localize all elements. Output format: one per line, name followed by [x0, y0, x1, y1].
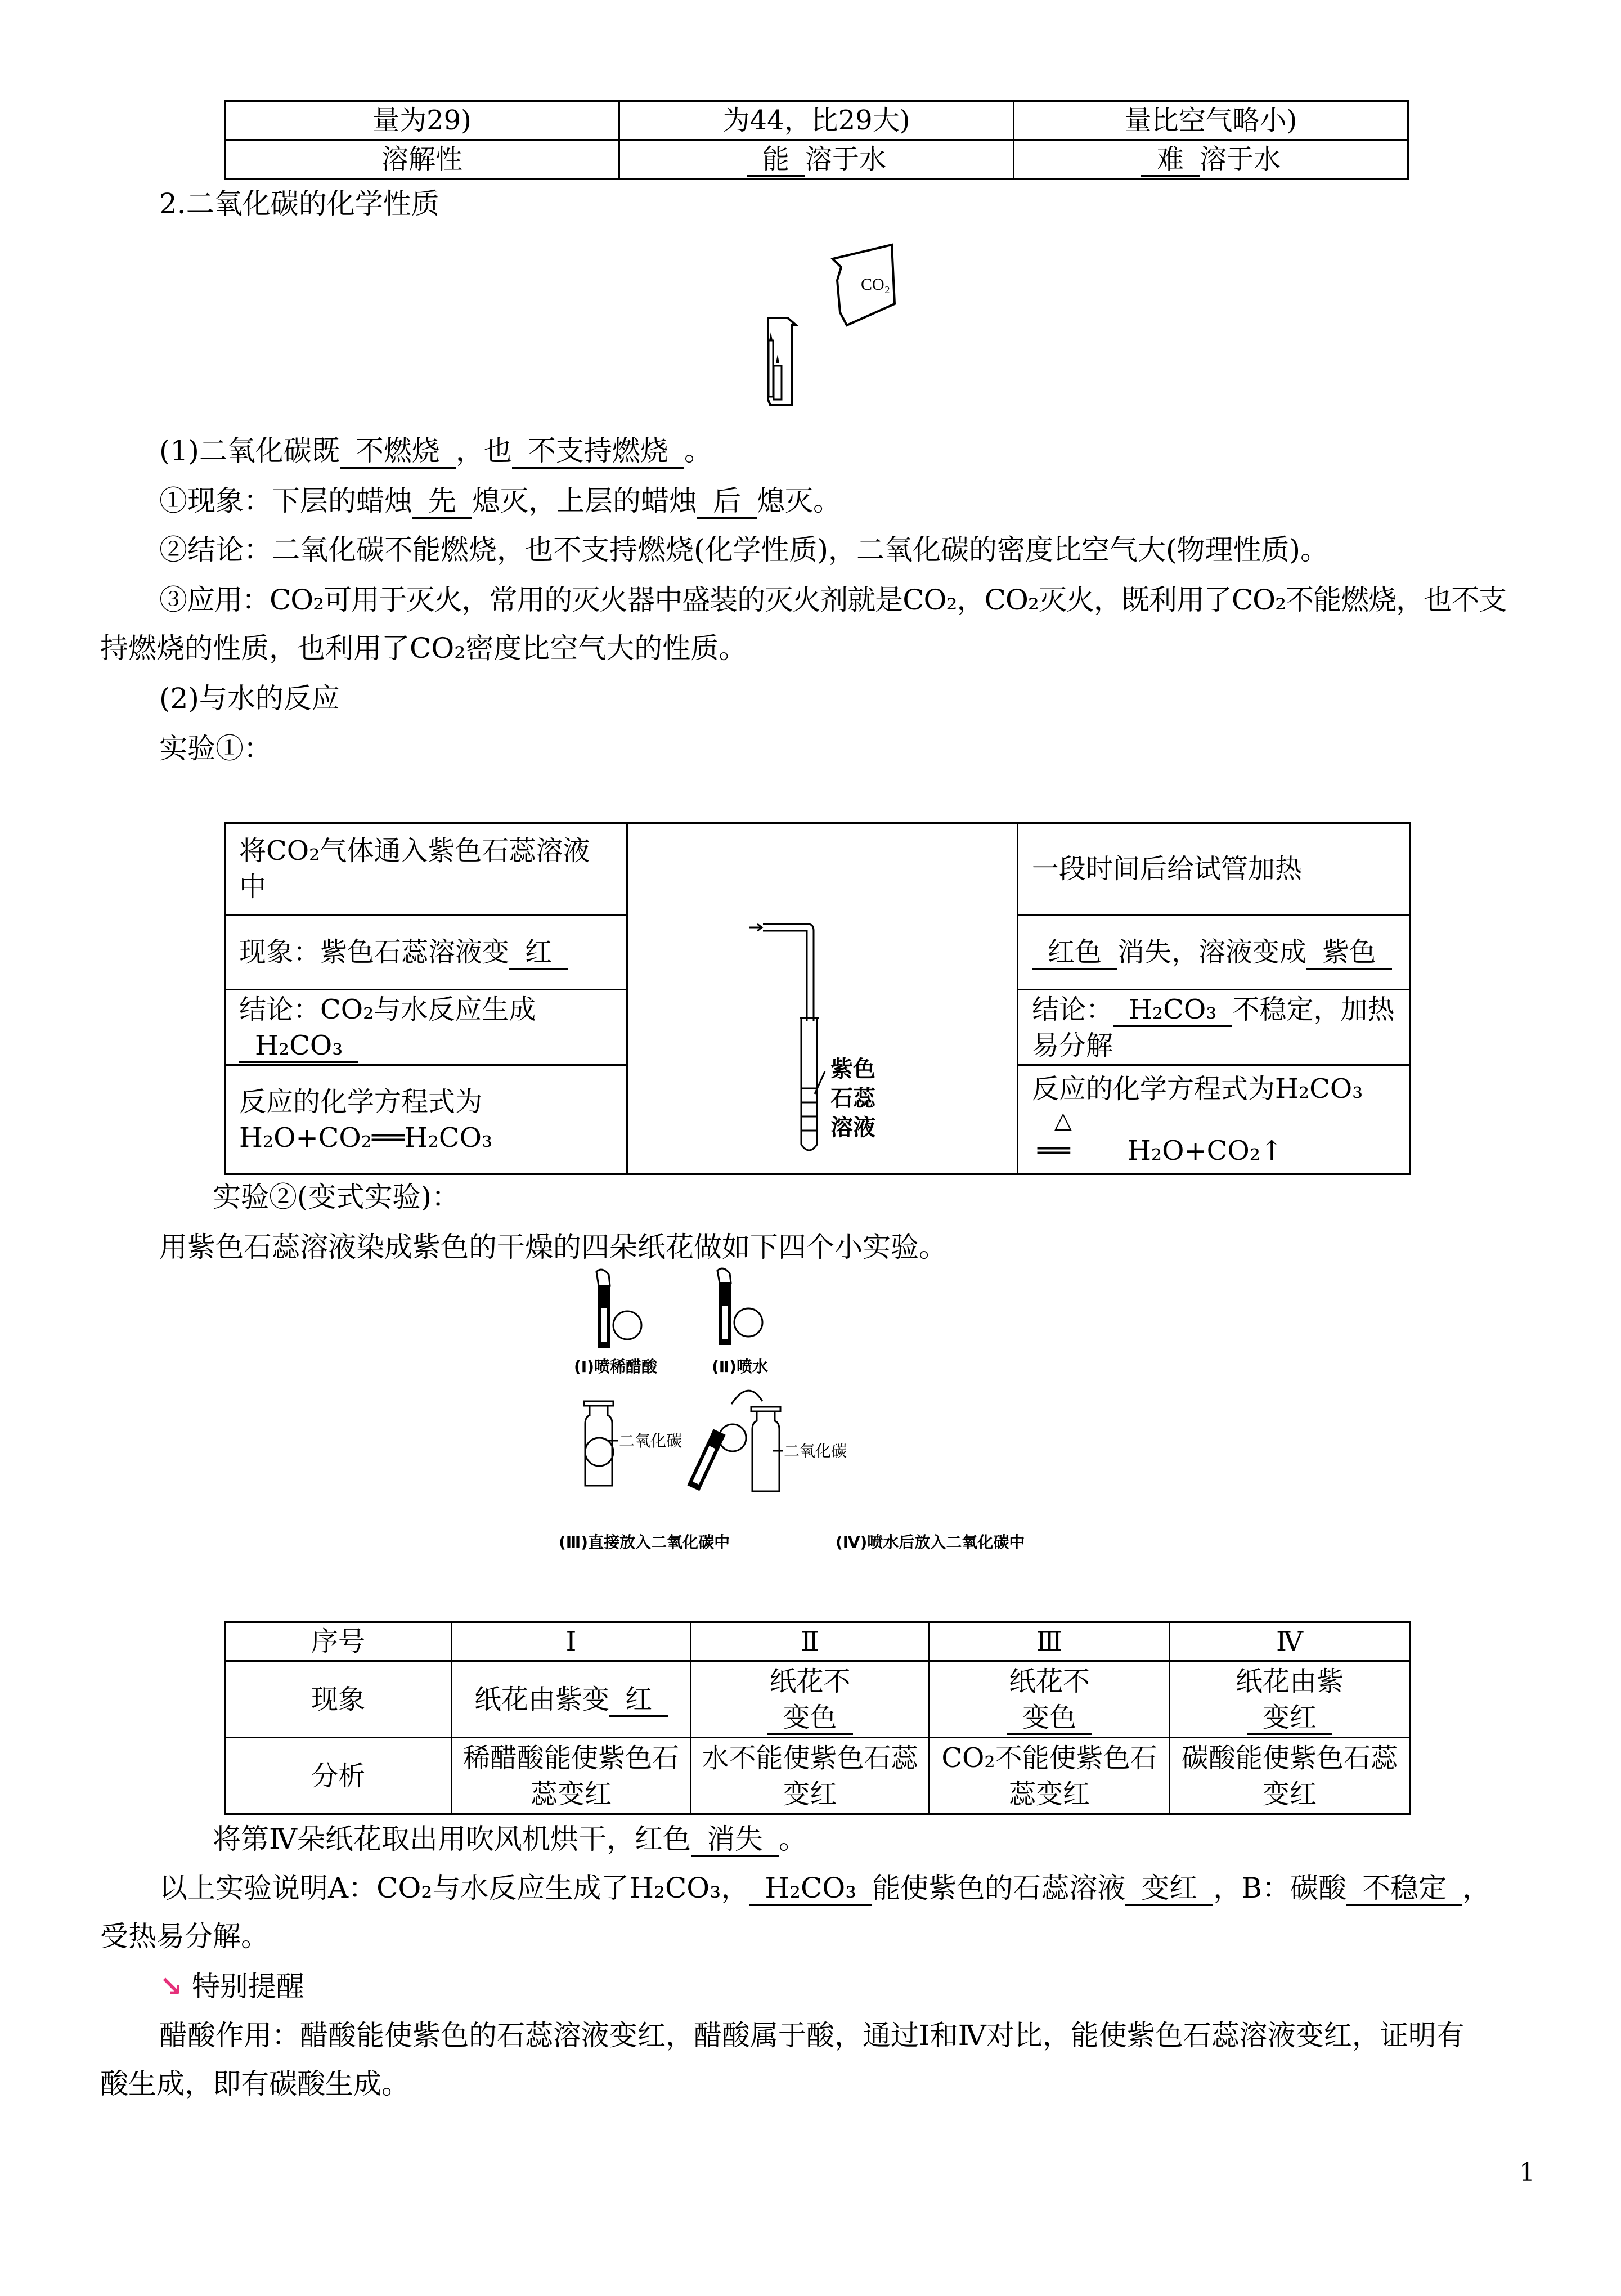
table-cell: 将CO₂气体通入紫色石蕊溶液中 — [225, 823, 627, 915]
paragraph-application-cont: 持燃烧的性质，也利用了CO₂密度比空气大的性质。 — [100, 632, 747, 665]
figure-label: 石蕊 — [830, 1086, 875, 1111]
paper-flower-icon — [613, 1311, 641, 1339]
text: H₂O+CO₂↑ — [1128, 1134, 1283, 1167]
text: 纸花不 — [769, 1665, 851, 1697]
text: 能使紫色的石蕊溶液 — [872, 1872, 1126, 1904]
test-tube-figure-cell — [627, 823, 1018, 1174]
column-header: Ⅱ — [691, 1622, 930, 1661]
text: 。 — [778, 1823, 807, 1855]
text: 纸花由紫变 — [474, 1683, 609, 1715]
paper-flower-icon — [585, 1438, 613, 1466]
experiment-1-table — [224, 822, 1411, 1175]
answer-blank: 红 — [509, 936, 568, 970]
text: 现象：紫色石蕊溶液变 — [239, 936, 510, 968]
text: ， — [1462, 1872, 1491, 1904]
table-cell: 碳酸能使紫色石蕊变红 — [1170, 1738, 1410, 1814]
flame-icon — [769, 332, 779, 363]
answer-blank: H₂CO₃ — [749, 1872, 872, 1906]
paragraph-conclusion: ②结论：二氧化碳不能燃烧，也不支持燃烧(化学性质)，二氧化碳的密度比空气大(物理性质)。 — [159, 533, 1329, 566]
answer-blank: 红 — [609, 1684, 668, 1717]
row-label: 分析 — [225, 1738, 452, 1814]
reminder-title: 特别提醒 — [191, 1970, 304, 2003]
table-cell: 溶解性 — [225, 140, 619, 179]
table-cell — [930, 1661, 1170, 1738]
paragraph-summary-cont: 受热易分解。 — [100, 1920, 269, 1953]
answer-blank: 紫色 — [1306, 936, 1392, 970]
table-cell — [1018, 915, 1410, 990]
answer-blank: 能 — [747, 144, 805, 177]
text: 熄灭。 — [757, 485, 841, 517]
column-header: Ⅲ — [930, 1622, 1170, 1661]
answer-blank: 变红 — [1125, 1872, 1213, 1906]
paper-flower-icon — [734, 1308, 762, 1337]
text: (1)二氧化碳既 — [159, 434, 340, 467]
co2-label: 二氧化碳 — [619, 1432, 682, 1450]
gas-properties-table-fragment — [224, 100, 1409, 180]
text: 纸花不 — [1008, 1665, 1090, 1697]
equals-sign: ══ — [1038, 1134, 1070, 1167]
column-header: Ⅳ — [1170, 1622, 1410, 1661]
paragraph-application: ③应用：CO₂可用于灭火，常用的灭火器中盛装的灭火剂就是CO₂，CO₂灭火，既利用了CO₂不能燃烧，也不支 — [159, 584, 1507, 616]
answer-blank: 不支持燃烧 — [512, 434, 684, 469]
text: 将第Ⅳ朵纸花取出用吹风机烘干，红色 — [213, 1823, 691, 1855]
answer-blank: 难 — [1141, 144, 1200, 177]
gas-jar-icon — [731, 1391, 780, 1491]
text: 结论： — [1032, 993, 1113, 1025]
answer-blank: 不燃烧 — [340, 434, 456, 469]
answer-blank: 变红 — [1247, 1702, 1332, 1735]
text: 溶于水 — [1200, 144, 1281, 175]
experiment-title: 实验②(变式实验)： — [213, 1181, 460, 1213]
heat-condition: △ — [1054, 1107, 1072, 1133]
text: 消失，溶液变成 — [1117, 936, 1307, 968]
spray-bottle-icon — [717, 1268, 731, 1345]
subsection-title: (2)与水的反应 — [159, 682, 340, 715]
answer-blank: 消失 — [691, 1823, 779, 1857]
figure-label: 溶液 — [830, 1115, 875, 1141]
answer-blank: H₂CO₃ — [1113, 994, 1232, 1027]
reminder-heading — [159, 1970, 1592, 2003]
table-cell — [1170, 1661, 1410, 1738]
table-cell — [225, 915, 627, 990]
spray-bottle-icon — [596, 1270, 610, 1348]
text: 。 — [684, 434, 712, 467]
table-cell — [225, 990, 627, 1065]
section-title: 2.二氧化碳的化学性质 — [159, 187, 439, 220]
co2-label: 二氧化碳 — [784, 1442, 847, 1460]
paragraph-combustion — [100, 434, 1533, 468]
reminder-text-cont: 酸生成，即有碳酸生成。 — [100, 2068, 410, 2100]
figure-caption: (Ⅰ)喷稀醋酸 — [574, 1357, 658, 1376]
answer-blank: 不稳定 — [1346, 1872, 1462, 1906]
page-number: 1 — [1519, 2158, 1535, 2187]
co2-pouring-candles-figure — [762, 242, 931, 411]
figure-caption: (Ⅱ)喷水 — [712, 1357, 769, 1376]
equation-block — [1032, 1107, 1395, 1169]
answer-blank: 后 — [697, 485, 757, 519]
table-cell: 量比空气略小) — [1014, 101, 1408, 140]
experiment-2-table — [224, 1621, 1411, 1815]
row-label: 现象 — [225, 1661, 452, 1738]
figure-caption: (Ⅲ)直接放入二氧化碳中 — [559, 1533, 730, 1551]
text: 结论：CO₂与水反应生成 — [239, 993, 536, 1025]
table-cell — [691, 1661, 930, 1738]
column-header: 序号 — [225, 1622, 452, 1661]
tall-candle — [769, 340, 773, 397]
figure-caption: (Ⅳ)喷水后放入二氧化碳中 — [836, 1533, 1025, 1551]
table-cell — [1018, 990, 1410, 1065]
table-cell: CO₂不能使紫色石蕊变红 — [930, 1738, 1170, 1814]
table-cell: 一段时间后给试管加热 — [1018, 823, 1410, 915]
answer-blank: H₂CO₃ — [239, 1030, 358, 1063]
table-cell — [1014, 140, 1408, 179]
answer-blank: 变色 — [767, 1702, 852, 1735]
short-candle — [774, 366, 782, 400]
paragraph-summary — [100, 1871, 1533, 1905]
text: 不稳定，加热易分解 — [1032, 993, 1395, 1061]
table-cell — [619, 140, 1014, 179]
reminder-text: 醋酸作用：醋酸能使紫色的石蕊溶液变红，醋酸属于酸，通过Ⅰ和Ⅳ对比，能使紫色石蕊溶液变红，证明有 — [159, 2019, 1465, 2052]
experiment-title: 实验①： — [159, 732, 272, 765]
text: ①现象：下层的蜡烛 — [159, 485, 412, 517]
text: 反应的化学方程式为H₂CO₃ — [1032, 1073, 1363, 1105]
table-cell — [1018, 1065, 1410, 1174]
table-cell: 为44，比29大) — [619, 101, 1014, 140]
answer-blank: 变色 — [1007, 1702, 1092, 1735]
answer-blank: 先 — [412, 485, 472, 519]
paragraph-dry-note — [100, 1822, 1533, 1856]
answer-blank: 红色 — [1032, 936, 1117, 970]
text: 纸花由紫 — [1235, 1665, 1344, 1697]
paragraph: 用紫色石蕊溶液染成紫色的干燥的四朵纸花做如下四个小实验。 — [159, 1231, 947, 1263]
table-cell: 水不能使紫色石蕊变红 — [691, 1738, 930, 1814]
table-cell: 量为29) — [225, 101, 619, 140]
paper-flower-experiments-figure — [551, 1261, 1137, 1576]
table-cell — [452, 1661, 691, 1738]
text: ，B：碳酸 — [1213, 1872, 1347, 1904]
paragraph-phenomenon — [100, 484, 1533, 518]
table-cell: 反应的化学方程式为H₂O+CO₂══H₂CO₃ — [225, 1065, 627, 1174]
text: ，也 — [455, 434, 512, 467]
arrow-icon — [749, 924, 762, 931]
text: 溶于水 — [805, 144, 887, 175]
column-header: Ⅰ — [452, 1622, 691, 1661]
text: 以上实验说明A：CO₂与水反应生成了H₂CO₃， — [159, 1872, 749, 1904]
arrow-down-right-icon: ↘ — [159, 1970, 183, 2003]
bottle-label: CO₂ — [861, 275, 891, 294]
text: 熄灭，上层的蜡烛 — [472, 485, 697, 517]
figure-label: 紫色 — [830, 1056, 875, 1082]
table-cell: 稀醋酸能使紫色石蕊变红 — [452, 1738, 691, 1814]
